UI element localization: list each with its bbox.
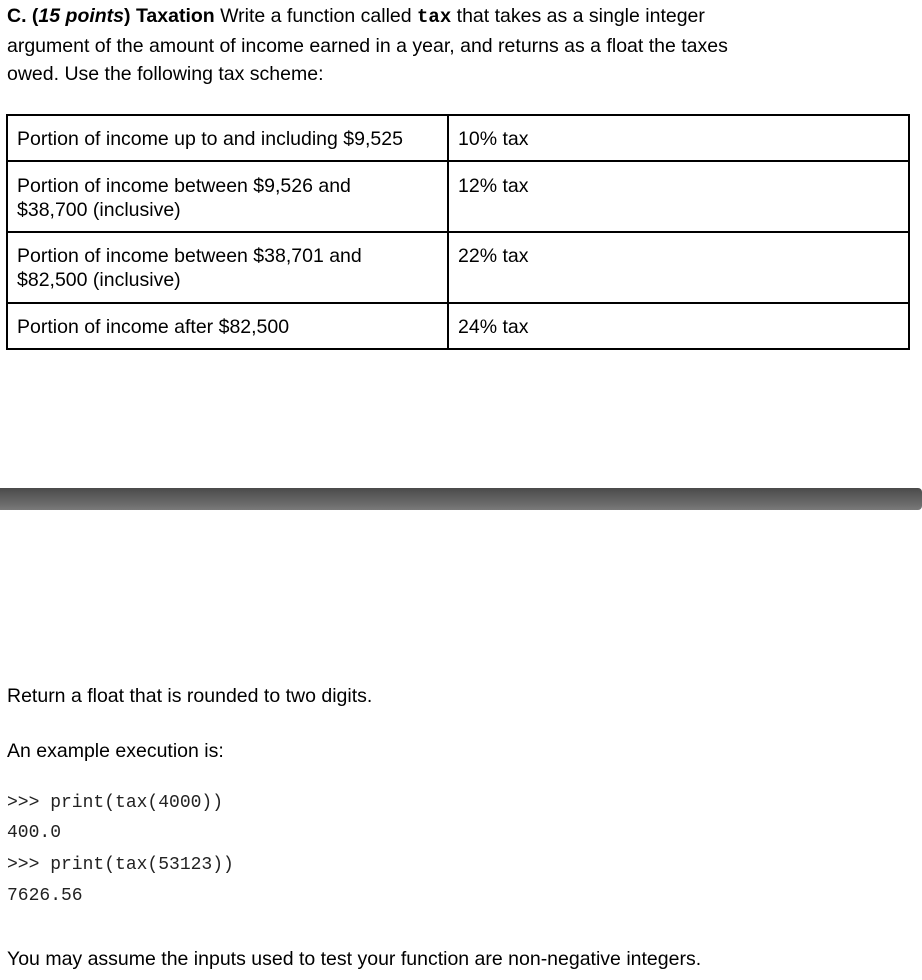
example-line: >>> print(tax(4000)) [7,793,224,813]
problem-text-3: argument of the amount of income earned in a year, and returns as a float the taxes [7,34,728,57]
points-close: ) [124,5,131,27]
problem-text-4: owed. Use the following tax scheme: [7,63,324,85]
example-intro: An example execution is: [7,740,224,762]
table-row [7,303,909,349]
example-line: >>> print(tax(53123)) [7,855,234,875]
tax-scheme-table [6,114,910,350]
problem-label: C. ( [7,5,39,27]
rate-cell: 22% tax [448,232,909,303]
portion-cell: Portion of income up to and including $9,525 [7,115,448,161]
assumption-note: You may assume the inputs used to test your function are non-negative integers. [7,948,702,970]
table-row [7,115,909,161]
example-line: 400.0 [7,823,62,843]
portion-cell: Portion of income between $38,701 and $82,500 (inclusive) [7,232,448,303]
points-label: 15 points [38,5,125,27]
page-divider [0,488,922,510]
function-name: tax [417,6,452,28]
example-line: 7626.56 [7,886,83,906]
rate-cell: 10% tax [448,115,909,161]
portion-cell: Portion of income after $82,500 [7,303,448,349]
rate-cell: 24% tax [448,303,909,349]
table-row [7,161,909,232]
table-row [7,232,909,303]
problem-statement [7,2,907,89]
portion-cell: Portion of income between $9,526 and $38,700 (inclusive) [7,161,448,232]
problem-text-2: that takes as a single integer [451,5,705,27]
rounding-instruction: Return a float that is rounded to two digits. [7,685,373,707]
rate-cell: 12% tax [448,161,909,232]
problem-text-1: Write a function called [214,5,418,27]
problem-title: Taxation [135,5,215,27]
